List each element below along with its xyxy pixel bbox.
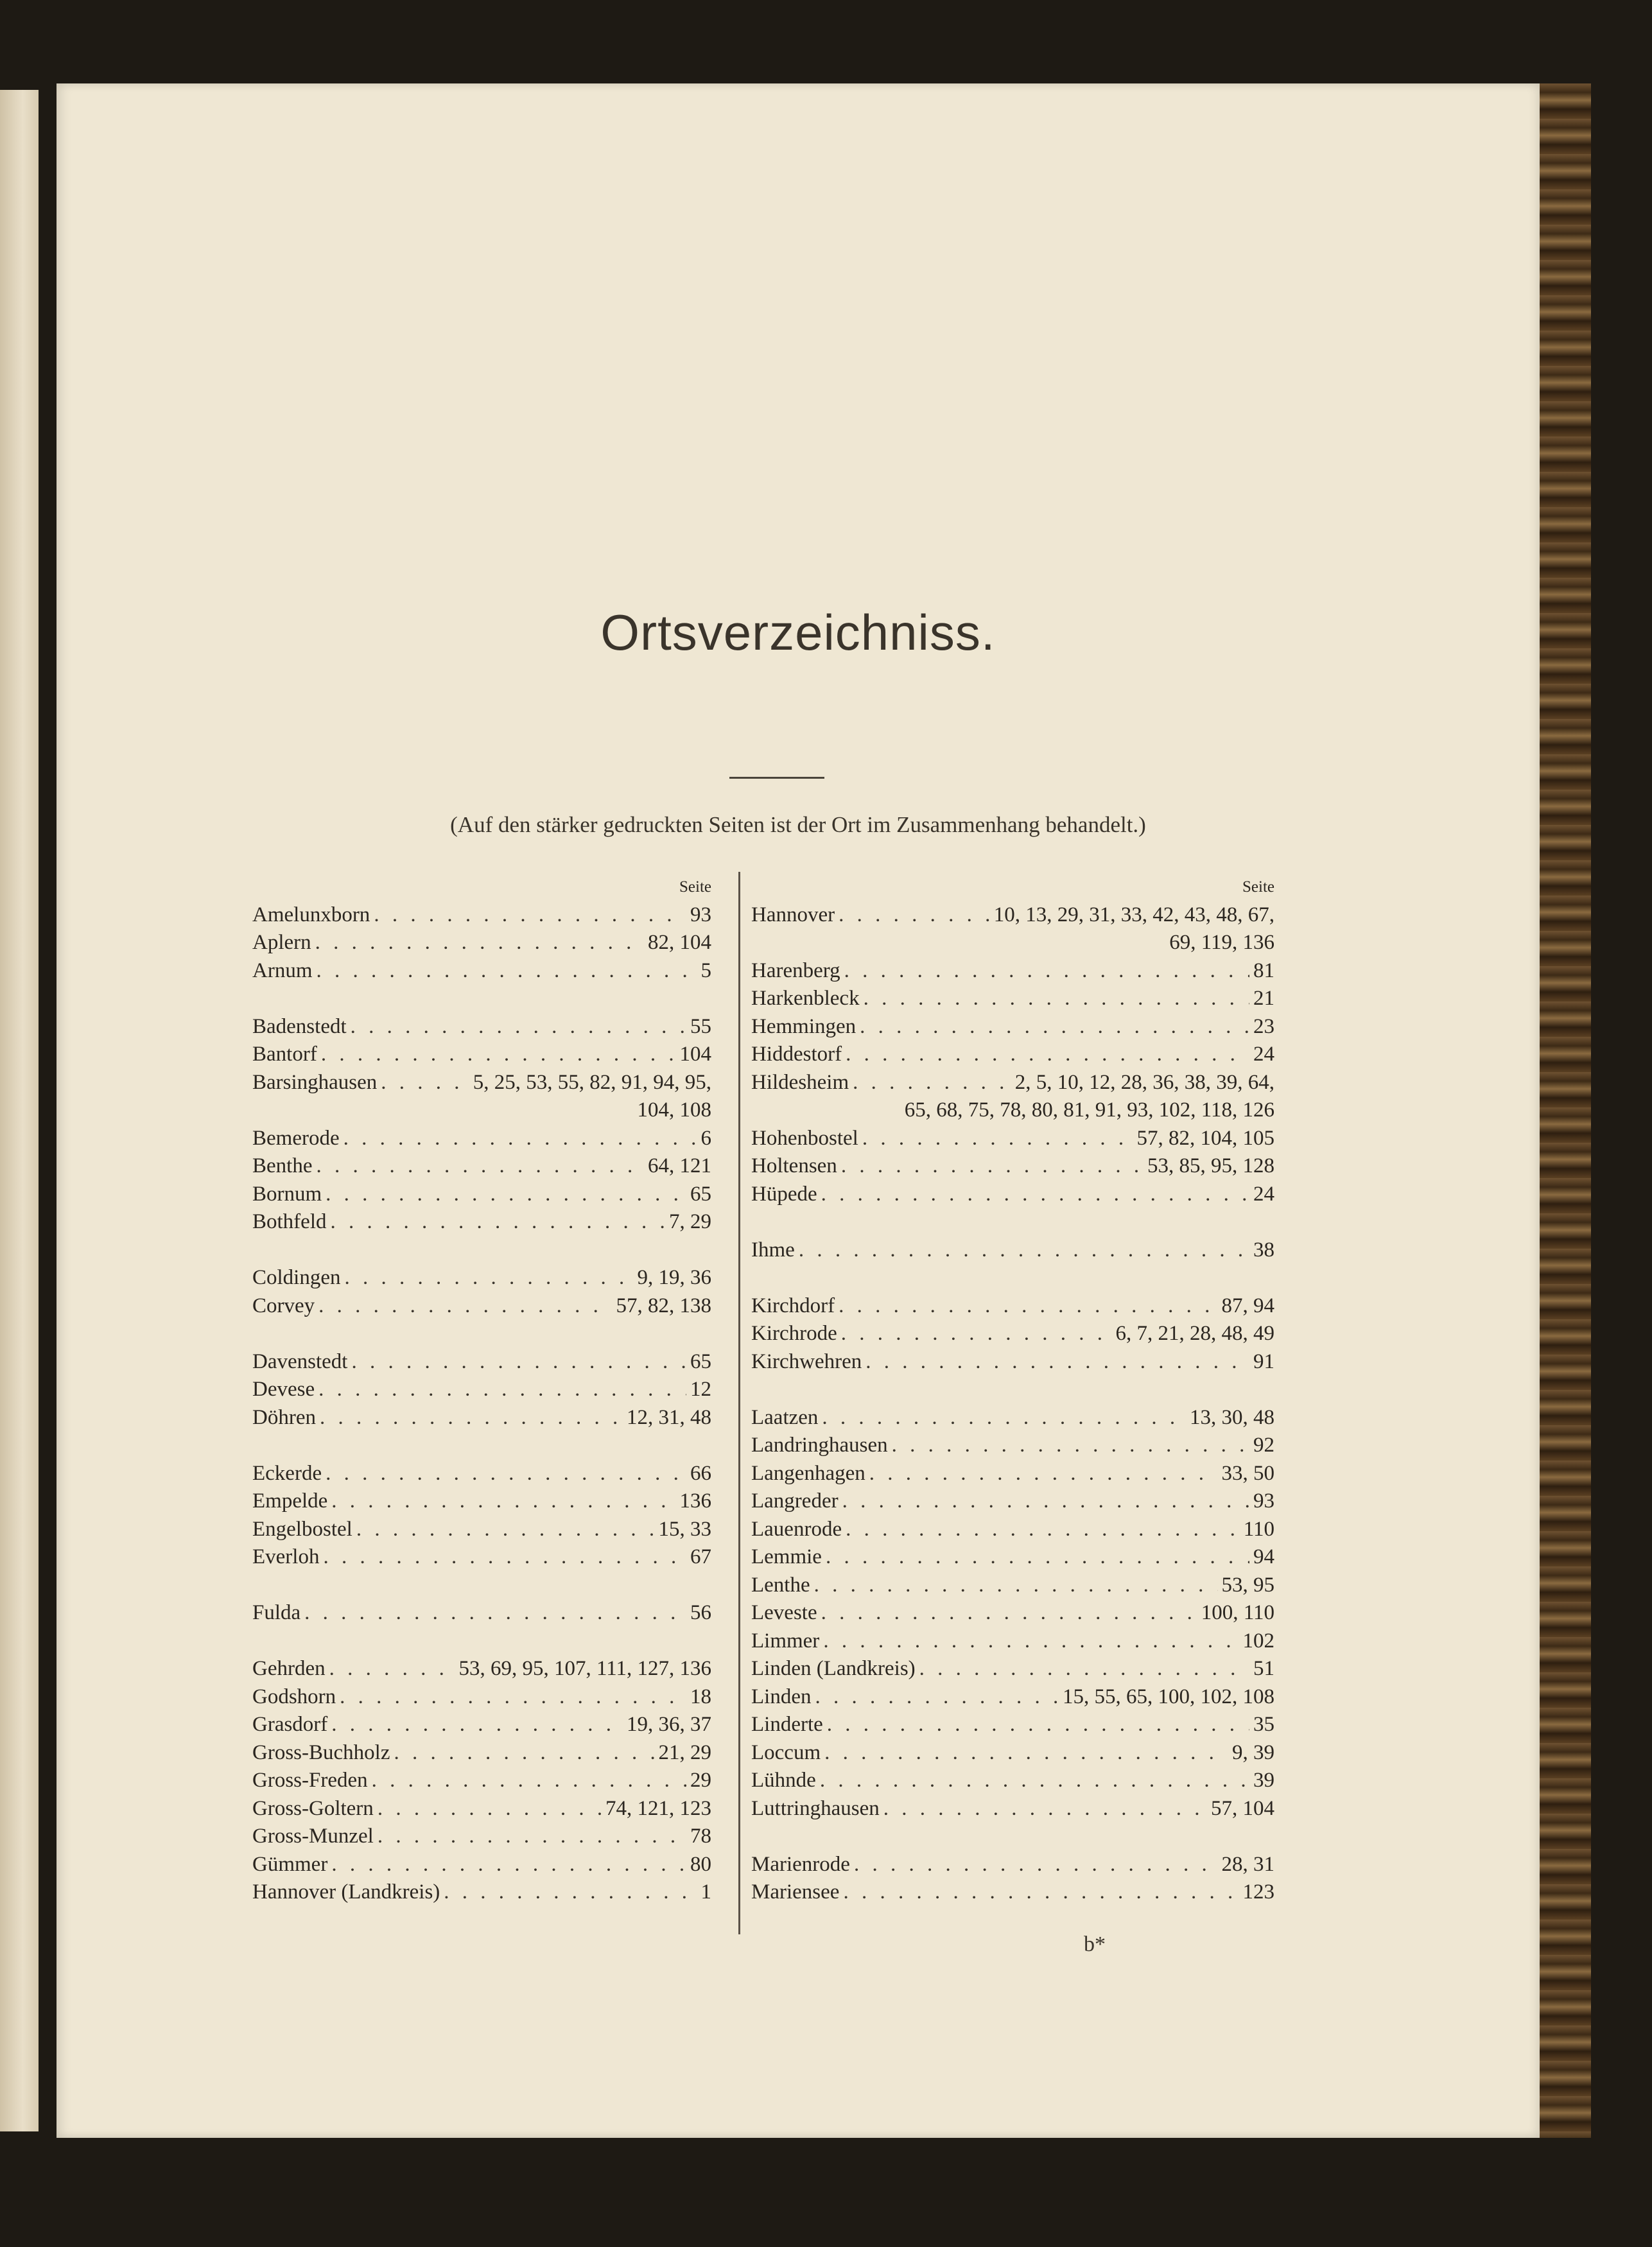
place-name: Kirchwehren — [751, 1349, 862, 1373]
page-numbers: 24 — [1253, 1043, 1274, 1066]
index-entry — [751, 1404, 1274, 1432]
leader-dots — [444, 1878, 697, 1907]
page-numbers: 23 — [1253, 1014, 1274, 1038]
page-numbers: 5, 25, 53, 55, 82, 91, 94, 95, — [473, 1070, 711, 1094]
place-name: Gross-Buchholz — [252, 1740, 390, 1764]
place-name: Linden (Landkreis) — [751, 1657, 916, 1680]
leader-dots — [841, 1152, 1143, 1181]
place-name: Hüpede — [751, 1182, 817, 1206]
page-numbers: 100, 110 — [1201, 1601, 1274, 1624]
index-entry — [252, 929, 711, 957]
leader-dots — [860, 1013, 1249, 1041]
place-name: Bantorf — [252, 1043, 317, 1066]
index-entry — [252, 1460, 711, 1488]
place-name: Landringhausen — [751, 1434, 888, 1457]
page-numbers: 24 — [1253, 1182, 1274, 1206]
page-numbers: 102 — [1242, 1629, 1274, 1653]
index-entry — [751, 985, 1274, 1013]
page-numbers: 13, 30, 48 — [1190, 1405, 1274, 1429]
leader-dots — [822, 1404, 1186, 1432]
index-entry — [751, 1348, 1274, 1376]
page-numbers: 65 — [690, 1349, 711, 1373]
place-name: Linderte — [751, 1713, 823, 1736]
place-name: Lemmie — [751, 1545, 822, 1568]
index-entry — [751, 1069, 1274, 1097]
index-entry — [252, 957, 711, 985]
index-entry — [751, 1878, 1274, 1907]
page-numbers: 6, 7, 21, 28, 48, 49 — [1115, 1322, 1274, 1345]
index-entry — [751, 1236, 1274, 1265]
page-numbers: 65 — [690, 1182, 711, 1206]
index-entry — [252, 1041, 711, 1069]
index-entry — [252, 1516, 711, 1544]
book-page — [57, 83, 1540, 2138]
page-numbers: 7, 29 — [669, 1210, 711, 1233]
page-numbers: 28, 31 — [1221, 1852, 1274, 1876]
leader-dots — [824, 1739, 1228, 1767]
place-name: Harkenbleck — [751, 987, 860, 1010]
place-name: Luttringhausen — [751, 1796, 880, 1820]
seite-label: Seite — [1242, 878, 1274, 896]
index-entry — [252, 1152, 711, 1181]
index-entry — [252, 1125, 711, 1153]
page-numbers: 104 — [679, 1043, 711, 1066]
leader-dots — [331, 1851, 686, 1879]
leader-dots — [317, 957, 697, 985]
place-name: Arnum — [252, 959, 313, 982]
page-subtitle: (Auf den stärker gedruckten Seiten ist der Ort im Zusammenhang behandelt.) — [450, 812, 1146, 837]
page-numbers: 12, 31, 48 — [627, 1405, 711, 1429]
leader-dots — [343, 1125, 697, 1153]
place-name: Eckerde — [252, 1461, 322, 1485]
leader-dots — [323, 1543, 686, 1572]
book-cover-edge — [1540, 83, 1591, 2138]
page-numbers: 9, 19, 36 — [637, 1266, 711, 1289]
page-numbers: 53, 85, 95, 128 — [1147, 1154, 1274, 1177]
index-entry — [751, 1795, 1274, 1823]
page-numbers-continued: 69, 119, 136 — [1169, 931, 1274, 954]
place-name: Döhren — [252, 1405, 316, 1429]
leader-dots — [318, 1292, 612, 1321]
signature-mark: b* — [1084, 1932, 1106, 1956]
index-entry — [751, 1627, 1274, 1656]
place-name: Bornum — [252, 1182, 322, 1206]
place-name: Leveste — [751, 1601, 817, 1624]
page-numbers: 2, 5, 10, 12, 28, 36, 38, 39, 64, — [1014, 1070, 1274, 1094]
page-numbers-continued: 104, 108 — [637, 1098, 711, 1122]
place-name: Laatzen — [751, 1405, 819, 1429]
leader-dots — [823, 1627, 1239, 1656]
index-entry — [751, 1572, 1274, 1600]
page-numbers: 38 — [1253, 1238, 1274, 1262]
leader-dots — [799, 1236, 1249, 1265]
place-name: Gehrden — [252, 1657, 326, 1680]
page-numbers: 29 — [690, 1769, 711, 1792]
index-entry — [751, 1432, 1274, 1460]
place-name: Kirchrode — [751, 1322, 837, 1345]
leader-dots — [315, 929, 644, 957]
leader-dots — [846, 1041, 1249, 1069]
place-name: Hiddestorf — [751, 1043, 842, 1066]
index-entry — [751, 1292, 1274, 1321]
index-entry — [751, 1655, 1274, 1683]
page-numbers: 53, 95 — [1221, 1573, 1274, 1597]
section-gap — [252, 1320, 711, 1348]
leader-dots — [326, 1460, 686, 1488]
page-numbers: 35 — [1253, 1713, 1274, 1736]
leader-dots — [815, 1683, 1059, 1712]
leader-dots — [862, 1125, 1133, 1153]
place-name: Langreder — [751, 1489, 839, 1513]
page-numbers: 78 — [690, 1825, 711, 1848]
leader-dots — [892, 1432, 1249, 1460]
index-entry — [252, 1823, 711, 1851]
index-entry — [751, 1320, 1274, 1348]
page-numbers: 6 — [700, 1126, 711, 1150]
index-column-right — [751, 873, 1274, 1907]
leader-dots — [864, 985, 1249, 1013]
section-gap — [252, 985, 711, 1013]
page-numbers: 53, 69, 95, 107, 111, 127, 136 — [458, 1657, 711, 1680]
page-numbers: 18 — [690, 1685, 711, 1708]
leader-dots — [843, 1878, 1239, 1907]
index-entry — [252, 1348, 711, 1376]
page-numbers: 81 — [1253, 959, 1274, 982]
leader-dots — [316, 1152, 644, 1181]
page-numbers: 21 — [1253, 987, 1274, 1010]
place-name: Langenhagen — [751, 1461, 865, 1485]
place-name: Fulda — [252, 1601, 301, 1624]
place-name: Badenstedt — [252, 1014, 347, 1038]
index-entry — [252, 1795, 711, 1823]
leader-dots — [846, 1516, 1240, 1544]
place-name: Bemerode — [252, 1126, 340, 1150]
index-entry — [751, 1488, 1274, 1516]
place-name: Corvey — [252, 1294, 315, 1317]
leader-dots — [839, 901, 990, 930]
title-rule — [729, 777, 824, 779]
place-name: Gross-Munzel — [252, 1825, 374, 1848]
index-entry — [252, 1404, 711, 1432]
page-numbers: 87, 94 — [1221, 1294, 1274, 1317]
place-name: Gümmer — [252, 1852, 328, 1876]
place-name: Godshorn — [252, 1685, 336, 1708]
leader-dots — [321, 1041, 676, 1069]
place-name: Linden — [751, 1685, 812, 1708]
place-name: Barsinghausen — [252, 1070, 378, 1094]
index-entry — [751, 1543, 1274, 1572]
leader-dots — [853, 1069, 1011, 1097]
leader-dots — [826, 1543, 1249, 1572]
page-title: Ortsverzeichniss. — [600, 604, 996, 661]
place-name: Bothfeld — [252, 1210, 327, 1233]
leader-dots — [821, 1181, 1249, 1209]
leader-dots — [841, 1320, 1112, 1348]
page-numbers: 15, 33 — [658, 1517, 711, 1541]
place-name: Engelbostel — [252, 1517, 352, 1541]
place-name: Harenberg — [751, 959, 840, 982]
page-numbers: 57, 104 — [1211, 1796, 1274, 1820]
page-numbers: 93 — [690, 903, 711, 926]
index-entry — [252, 1767, 711, 1795]
index-entry — [252, 1655, 711, 1683]
section-gap — [751, 1208, 1274, 1236]
index-entry — [751, 1683, 1274, 1712]
leader-dots — [331, 1488, 675, 1516]
section-gap — [751, 1823, 1274, 1851]
leader-dots — [304, 1599, 686, 1627]
index-entry — [252, 1599, 711, 1627]
page-numbers: 1 — [700, 1880, 711, 1904]
place-name: Hannover (Landkreis) — [252, 1880, 440, 1904]
place-name: Lenthe — [751, 1573, 810, 1597]
page-numbers: 64, 121 — [648, 1154, 711, 1177]
index-entry — [252, 901, 711, 930]
place-name: Everloh — [252, 1545, 320, 1568]
section-gap — [252, 1236, 711, 1265]
index-entry — [252, 1711, 711, 1739]
section-gap — [751, 1264, 1274, 1292]
page-numbers: 57, 82, 138 — [616, 1294, 711, 1317]
place-name: Devese — [252, 1378, 315, 1401]
column-divider — [738, 872, 740, 1934]
page-numbers: 51 — [1253, 1657, 1274, 1680]
index-entry — [751, 1599, 1274, 1627]
leader-dots — [869, 1460, 1218, 1488]
page-numbers: 74, 121, 123 — [605, 1796, 711, 1820]
index-entry — [751, 901, 1274, 930]
leader-dots — [356, 1516, 655, 1544]
index-entry — [252, 1851, 711, 1879]
page-numbers: 56 — [690, 1601, 711, 1624]
leader-dots — [378, 1795, 602, 1823]
place-name: Ihme — [751, 1238, 795, 1262]
page-numbers: 91 — [1253, 1349, 1274, 1373]
index-entry — [751, 957, 1274, 985]
index-entry — [252, 1488, 711, 1516]
section-gap — [751, 1376, 1274, 1404]
index-entry — [252, 1683, 711, 1712]
page-numbers: 9, 39 — [1232, 1740, 1274, 1764]
place-name: Hannover — [751, 903, 835, 926]
page-numbers: 123 — [1242, 1880, 1274, 1904]
index-entry — [751, 1516, 1274, 1544]
page-numbers: 80 — [690, 1852, 711, 1876]
leader-dots — [329, 1655, 455, 1683]
page-numbers: 19, 36, 37 — [627, 1713, 711, 1736]
place-name: Loccum — [751, 1740, 821, 1764]
leader-dots — [374, 901, 686, 930]
place-name: Hildesheim — [751, 1070, 849, 1094]
place-name: Hohenbostel — [751, 1126, 858, 1150]
leader-dots — [326, 1181, 686, 1209]
leader-dots — [351, 1013, 686, 1041]
place-name: Gross-Goltern — [252, 1796, 374, 1820]
index-entry — [751, 1460, 1274, 1488]
place-name: Lühnde — [751, 1769, 816, 1792]
place-name: Grasdorf — [252, 1713, 328, 1736]
page-numbers: 136 — [679, 1489, 711, 1513]
leader-dots — [372, 1767, 686, 1795]
leader-dots — [827, 1711, 1249, 1739]
index-entry — [751, 1711, 1274, 1739]
place-name: Coldingen — [252, 1266, 341, 1289]
leader-dots — [378, 1823, 686, 1851]
index-entry — [751, 1013, 1274, 1041]
leader-dots — [381, 1069, 469, 1097]
leader-dots — [394, 1739, 654, 1767]
index-entry — [751, 1851, 1274, 1879]
page-numbers: 110 — [1243, 1517, 1274, 1541]
place-name: Davenstedt — [252, 1349, 348, 1373]
page-numbers: 94 — [1253, 1545, 1274, 1568]
index-entry — [751, 1152, 1274, 1181]
page-numbers: 57, 82, 104, 105 — [1136, 1126, 1274, 1150]
seite-label: Seite — [679, 878, 711, 896]
leader-dots — [345, 1264, 634, 1292]
place-name: Limmer — [751, 1629, 820, 1653]
page-numbers: 66 — [690, 1461, 711, 1485]
page-numbers: 10, 13, 29, 31, 33, 42, 43, 48, 67, — [993, 903, 1274, 926]
place-name: Empelde — [252, 1489, 328, 1513]
leader-dots — [919, 1655, 1249, 1683]
place-name: Lauenrode — [751, 1517, 842, 1541]
place-name: Aplern — [252, 931, 311, 954]
leader-dots — [854, 1851, 1218, 1879]
leader-dots — [844, 957, 1249, 985]
page-numbers: 93 — [1253, 1489, 1274, 1513]
index-entry — [751, 1125, 1274, 1153]
page-numbers: 33, 50 — [1221, 1461, 1274, 1485]
place-name: Amelunxborn — [252, 903, 370, 926]
index-entry — [751, 1767, 1274, 1795]
place-name: Hemmingen — [751, 1014, 856, 1038]
place-name: Holtensen — [751, 1154, 837, 1177]
page-numbers: 15, 55, 65, 100, 102, 108 — [1063, 1685, 1274, 1708]
page-numbers: 55 — [690, 1014, 711, 1038]
section-gap — [252, 1572, 711, 1600]
index-entry — [751, 1181, 1274, 1209]
index-entry — [252, 1181, 711, 1209]
leader-dots — [839, 1292, 1217, 1321]
index-entry — [252, 1264, 711, 1292]
leader-dots — [842, 1488, 1249, 1516]
facing-page-edge — [0, 90, 39, 2131]
page-numbers-continued: 65, 68, 75, 78, 80, 81, 91, 93, 102, 118, 126 — [904, 1098, 1274, 1122]
page-numbers: 82, 104 — [648, 931, 711, 954]
place-name: Mariensee — [751, 1880, 840, 1904]
leader-dots — [883, 1795, 1207, 1823]
index-entry — [252, 1878, 711, 1907]
page-numbers: 67 — [690, 1545, 711, 1568]
index-entry — [252, 1208, 711, 1236]
section-gap — [252, 1432, 711, 1460]
index-entry — [751, 1739, 1274, 1767]
index-entry — [252, 1069, 711, 1097]
page-numbers: 21, 29 — [658, 1740, 711, 1764]
place-name: Kirchdorf — [751, 1294, 835, 1317]
place-name: Benthe — [252, 1154, 313, 1177]
index-column-left — [252, 873, 711, 1907]
leader-dots — [340, 1683, 686, 1712]
place-name: Gross-Freden — [252, 1769, 368, 1792]
leader-dots — [330, 1208, 665, 1236]
index-entry — [252, 1543, 711, 1572]
leader-dots — [820, 1767, 1249, 1795]
index-entry — [252, 1013, 711, 1041]
page-numbers: 39 — [1253, 1769, 1274, 1792]
page-numbers: 92 — [1253, 1434, 1274, 1457]
index-entry — [751, 1041, 1274, 1069]
leader-dots — [865, 1348, 1249, 1376]
leader-dots — [320, 1404, 623, 1432]
index-entry — [252, 1376, 711, 1404]
page-numbers: 5 — [700, 959, 711, 982]
leader-dots — [331, 1711, 623, 1739]
leader-dots — [318, 1376, 686, 1404]
leader-dots — [814, 1572, 1218, 1600]
page-numbers: 12 — [690, 1378, 711, 1401]
index-entry — [252, 1739, 711, 1767]
leader-dots — [351, 1348, 686, 1376]
index-entry — [252, 1292, 711, 1321]
section-gap — [252, 1627, 711, 1656]
leader-dots — [821, 1599, 1197, 1627]
place-name: Marienrode — [751, 1852, 850, 1876]
